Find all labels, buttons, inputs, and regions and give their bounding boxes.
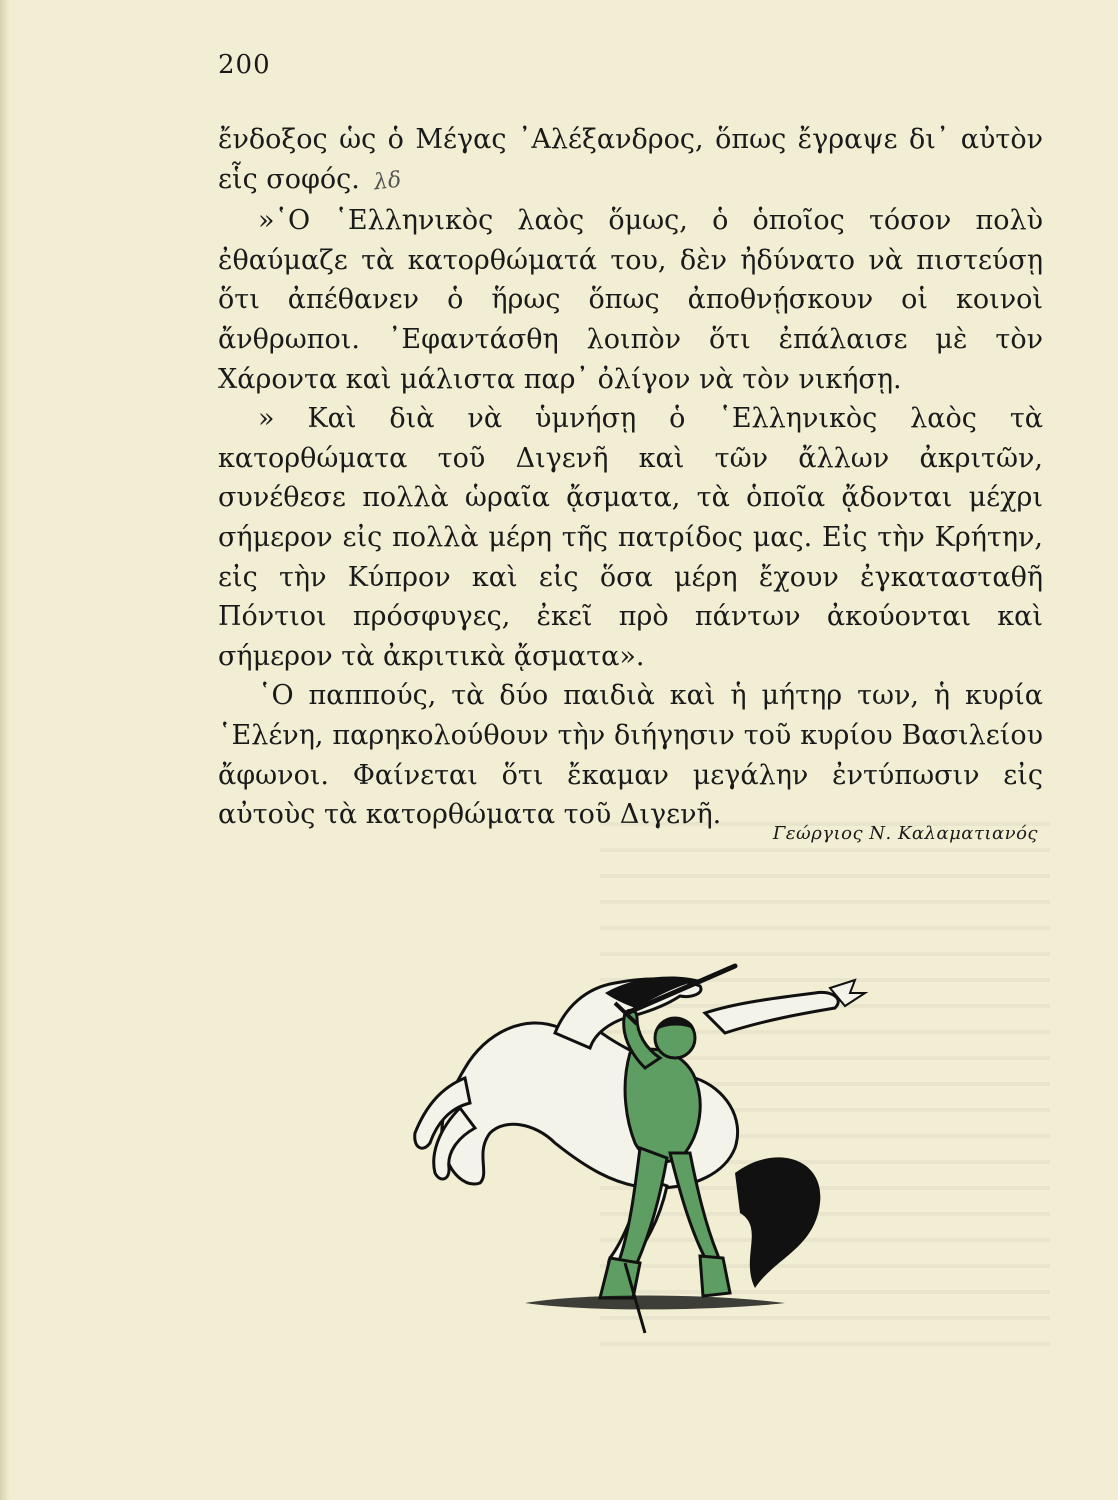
body-text — [218, 120, 1043, 835]
author-signature: Γεώργιος Ν. Καλαματιανός — [772, 823, 1038, 844]
paragraph-3: » Καὶ διὰ νὰ ὑμνήσῃ ὁ ῾Ελληνικὸς λαὸς τὰ κατορθώματα τοῦ Διγενῆ καὶ τῶν ἄλλων ἀκριτῶν, συνέθεσε πολλὰ ὡραῖα ᾄσματα, τὰ ὁποῖα ᾄδονται μέχρι σήμερον εἰς πολλὰ μέρη τῆς πατρίδος μας. Εἰς τὴν Κρήτην, εἰς τὴν Κύπρον καὶ εἰς ὅσα μέρη ἔχουν ἐγκατασταθῆ Πόντιοι πρόσφυγες, ἐκεῖ πρὸ πάντων ἀκούονται καὶ σήμερον τὰ ἀκριτικὰ ᾄσματα». — [218, 403, 1043, 672]
paragraph-4: ῾Ο παππούς, τὰ δύο παιδιὰ καὶ ἡ μήτηρ των, ἡ κυρία ῾Ελένη, παρηκολούθουν τὴν διήγησιν τοῦ κυρίου Βασιλείου ἄφωνοι. Φαίνεται ὅτι ἔκαμαν μεγάλην ἐντύπωσιν εἰς αὐτοὺς τὰ κατορθώματα τοῦ Διγενῆ. — [218, 680, 1043, 831]
ground-shadow — [525, 1296, 785, 1310]
paragraph-2: »῾Ο ῾Ελληνικὸς λαὸς ὅμως, ὁ ὁποῖος τόσον πολὺ ἐθαύμαζε τὰ κατορθώματά του, δὲν ἠδύνατο νὰ πιστεύσῃ ὅτι ἀπέθανεν ὁ ἥρως ὅπως ἀποθνῄσκουν οἱ κοινοὶ ἄνθρωποι. ᾿Εφαντάσθη λοιπὸν ὅτι ἐπάλαισε μὲ τὸν Χάροντα καὶ μάλιστα παρ᾿ ὀλίγον νὰ τὸν νικήσῃ. — [218, 205, 1043, 395]
rider-torso — [625, 1049, 700, 1162]
page-edge — [0, 0, 10, 1500]
page-number: 200 — [218, 50, 271, 80]
rider-boots — [600, 1256, 730, 1298]
handwritten-pen-mark: λδ — [372, 167, 403, 195]
digenis-illustration — [405, 958, 880, 1338]
paragraph-1: ἔνδοξος ὡς ὁ Μέγας ᾿Αλέξανδρος, ὅπως ἔγραψε δι᾿ αὐτὸν εἷς σοφός. λδ — [218, 120, 1043, 201]
charon-arm — [705, 992, 838, 1033]
horse-tail — [735, 1157, 820, 1288]
